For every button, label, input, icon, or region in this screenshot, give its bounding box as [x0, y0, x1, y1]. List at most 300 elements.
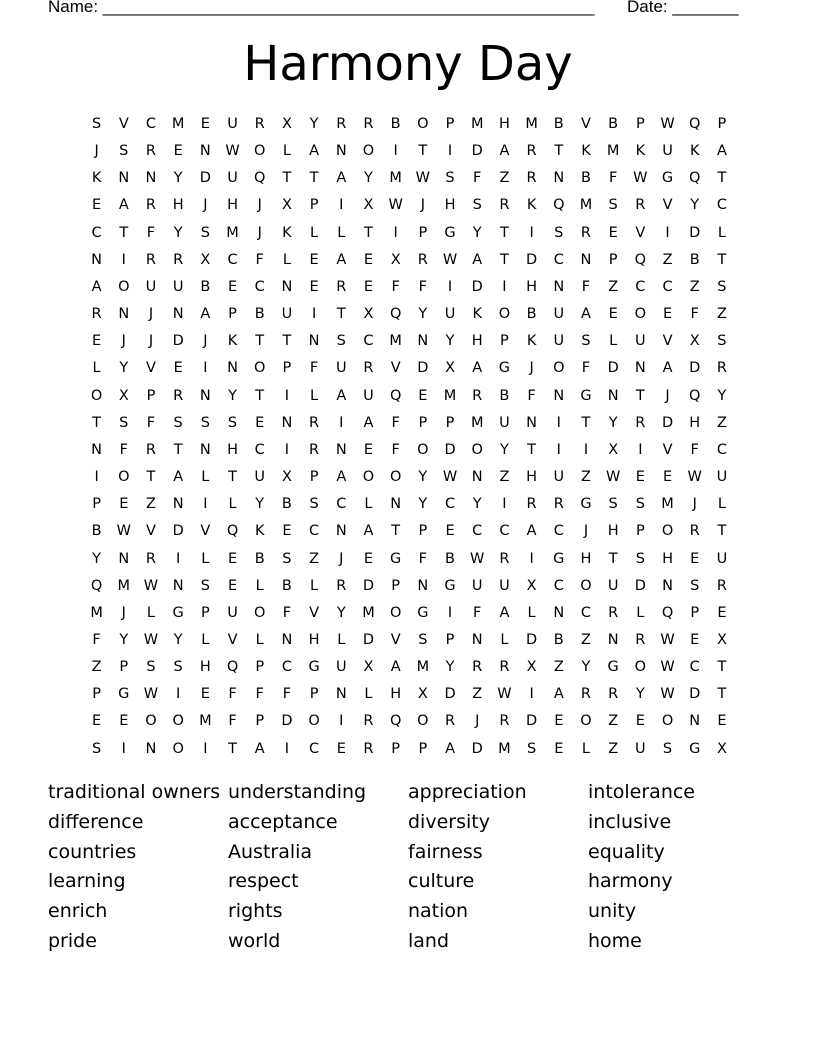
grid-letter: R [91, 306, 102, 323]
grid-letter: W [442, 469, 458, 486]
grid-letter: I [556, 414, 561, 431]
grid-letter: S [717, 333, 727, 350]
grid-letter: V [635, 224, 646, 241]
grid-letter: N [281, 414, 293, 431]
grid-letter: H [689, 414, 701, 431]
grid-letter: D [444, 686, 456, 703]
grid-letter: Y [336, 604, 346, 621]
grid-letter: B [553, 116, 564, 132]
grid-letter: R [417, 251, 428, 268]
grid-letter: C [716, 441, 727, 458]
grid-letter: L [255, 577, 264, 594]
word-list-item: nation [408, 900, 469, 923]
word-list-item: difference [48, 810, 144, 833]
grid-letter: Y [119, 360, 129, 377]
grid-letter: O [254, 360, 266, 377]
grid-letter: E [717, 604, 727, 621]
grid-letter: I [447, 143, 453, 160]
grid-letter: B [553, 631, 564, 648]
grid-letter: N [607, 631, 619, 648]
grid-letter: F [228, 713, 237, 730]
grid-letter: A [553, 686, 564, 703]
grid-letter: H [471, 333, 483, 350]
grid-letter: Z [146, 496, 156, 513]
grid-letter: S [336, 333, 346, 350]
grid-letter: K [254, 523, 265, 540]
grid-letter: Y [472, 224, 482, 241]
grid-letter: T [255, 333, 265, 350]
grid-letter: U [553, 333, 565, 350]
grid-letter: N [335, 441, 347, 458]
grid-letter: U [172, 278, 184, 295]
grid-letter: T [255, 387, 265, 404]
grid-letter: S [526, 740, 537, 757]
grid-letter: B [689, 251, 700, 268]
grid-letter: O [634, 306, 647, 323]
grid-letter: F [581, 360, 591, 377]
grid-letter: G [580, 496, 592, 513]
grid-letter: P [608, 251, 618, 268]
grid-letter: F [527, 387, 536, 404]
grid-letter: N [553, 604, 565, 621]
grid-letter: Q [90, 577, 103, 594]
grid-letter: C [281, 659, 292, 676]
grid-letter: D [471, 740, 483, 757]
grid-letter: A [309, 143, 320, 160]
grid-letter: E [363, 251, 374, 268]
grid-letter: M [579, 197, 593, 214]
grid-letter: E [554, 713, 564, 730]
grid-letter: S [146, 659, 156, 676]
grid-letter: J [339, 550, 344, 567]
grid-letter: W [660, 659, 675, 676]
grid-letter: J [148, 333, 154, 350]
grid-letter: X [445, 360, 455, 377]
grid-letter: I [393, 224, 398, 241]
grid-letter: L [201, 631, 210, 648]
grid-letter: E [690, 550, 700, 567]
grid-letter: T [391, 523, 401, 540]
grid-letter: O [118, 278, 130, 295]
grid-letter: W [116, 523, 131, 540]
grid-letter: C [309, 523, 320, 540]
grid-letter: E [173, 360, 183, 377]
grid-letter: X [200, 251, 211, 268]
grid-letter: C [716, 197, 727, 214]
grid-letter: E [173, 143, 183, 160]
grid-letter: R [635, 414, 646, 431]
grid-letter: T [418, 143, 428, 160]
grid-letter: P [445, 116, 455, 132]
grid-letter: N [199, 441, 211, 458]
grid-letter: M [470, 414, 484, 431]
grid-letter: F [391, 414, 400, 431]
grid-letter: G [390, 550, 402, 567]
grid-letter: L [282, 143, 291, 160]
grid-letter: F [473, 604, 482, 621]
grid-letter: V [581, 116, 591, 132]
grid-letter: P [228, 306, 237, 323]
grid-letter: R [173, 251, 184, 268]
word-list-item: pride [48, 929, 97, 952]
grid-letter: R [363, 713, 374, 730]
grid-letter: Y [364, 170, 373, 187]
grid-letter: P [146, 387, 156, 404]
grid-letter: N [308, 333, 320, 350]
grid-letter: S [581, 333, 591, 350]
grid-letter: M [199, 713, 212, 730]
grid-letter: F [690, 441, 699, 458]
grid-letter: U [471, 577, 483, 594]
grid-letter: T [282, 333, 292, 350]
grid-letter: T [228, 469, 237, 486]
grid-letter: N [118, 550, 130, 567]
grid-letter: I [529, 224, 534, 241]
grid-letter: S [309, 496, 319, 513]
grid-letter: A [363, 523, 374, 540]
grid-letter: F [309, 360, 319, 377]
grid-letter: R [499, 197, 510, 214]
grid-letter: M [416, 659, 430, 676]
grid-letter: T [173, 441, 183, 458]
grid-letter: T [635, 387, 645, 404]
grid-letter: C [689, 659, 700, 676]
grid-letter: Y [472, 496, 482, 513]
grid-letter: Z [581, 631, 591, 648]
grid-letter: A [581, 306, 591, 323]
grid-letter: T [717, 686, 727, 703]
grid-letter: Q [226, 523, 239, 540]
grid-letter: F [418, 278, 428, 295]
grid-letter: C [336, 496, 347, 513]
grid-letter: K [635, 143, 646, 160]
grid-letter: L [500, 631, 509, 648]
grid-letter: Q [389, 306, 402, 323]
word-list-item: enrich [48, 900, 108, 923]
grid-letter: O [362, 143, 375, 160]
grid-letter: I [311, 306, 317, 323]
page-title: Harmony Day [243, 36, 573, 92]
grid-letter: R [145, 143, 156, 160]
grid-letter: J [257, 224, 262, 241]
grid-letter: A [336, 251, 347, 268]
grid-letter: S [635, 550, 645, 567]
date-field[interactable]: Date: _______ [627, 0, 739, 16]
grid-letter: R [580, 224, 591, 241]
grid-letter: E [690, 631, 700, 648]
grid-letter: E [309, 251, 319, 268]
grid-letter: I [176, 550, 181, 567]
grid-letter: U [227, 170, 238, 187]
grid-letter: C [662, 278, 673, 295]
grid-letter: A [499, 604, 510, 621]
grid-letter: U [254, 469, 266, 486]
grid-letter: N [335, 686, 347, 703]
grid-letter: L [337, 631, 346, 648]
grid-letter: R [472, 659, 483, 676]
grid-letter: R [716, 360, 727, 377]
grid-letter: F [608, 170, 618, 187]
grid-letter: N [172, 496, 184, 513]
grid-letter: B [254, 550, 265, 567]
grid-letter: G [444, 577, 456, 594]
grid-letter: I [638, 441, 643, 458]
grid-letter: J [121, 604, 126, 621]
grid-letter: S [472, 197, 482, 214]
grid-letter: W [388, 197, 403, 214]
grid-letter: Z [309, 550, 320, 567]
grid-letter: A [336, 387, 347, 404]
grid-letter: K [282, 224, 292, 241]
grid-letter: A [445, 740, 455, 757]
grid-letter: Q [689, 116, 701, 132]
grid-letter: F [255, 251, 264, 268]
grid-letter: W [633, 170, 648, 187]
grid-letter: V [146, 360, 156, 377]
grid-letter: U [553, 306, 565, 323]
grid-letter: R [526, 496, 537, 513]
grid-letter: R [444, 713, 456, 730]
grid-letter: P [255, 659, 265, 676]
grid-letter: F [146, 224, 156, 241]
grid-letter: Z [499, 170, 510, 187]
grid-letter: Q [389, 387, 402, 404]
grid-letter: D [634, 577, 646, 594]
grid-letter: T [309, 170, 319, 187]
word-list-item: learning [48, 870, 126, 893]
grid-letter: Y [173, 170, 183, 187]
grid-letter: G [498, 360, 511, 377]
grid-letter: Z [716, 414, 727, 431]
grid-letter: S [608, 197, 618, 214]
word-list-item: world [228, 929, 281, 952]
grid-letter: W [687, 469, 702, 486]
grid-letter: R [608, 686, 619, 703]
grid-letter: P [92, 686, 101, 703]
grid-letter: I [556, 441, 561, 458]
grid-letter: T [554, 143, 564, 160]
grid-letter: J [121, 333, 126, 350]
grid-letter: T [282, 170, 292, 187]
grid-letter: Z [553, 659, 564, 676]
grid-letter: T [228, 740, 237, 757]
grid-letter: P [418, 740, 428, 757]
grid-letter: H [227, 441, 238, 458]
grid-letter: D [471, 143, 483, 160]
grid-letter: P [309, 197, 319, 214]
grid-letter: H [199, 659, 211, 676]
grid-letter: S [91, 740, 102, 757]
grid-letter: V [390, 360, 401, 377]
grid-letter: E [662, 469, 673, 486]
grid-letter: R [472, 387, 483, 404]
grid-letter: F [473, 170, 482, 187]
grid-letter: E [445, 523, 455, 540]
word-list-item: fairness [408, 840, 483, 863]
grid-letter: S [717, 278, 727, 295]
grid-letter: D [526, 631, 538, 648]
grid-letter: N [172, 577, 184, 594]
grid-letter: C [227, 251, 238, 268]
word-list-item: culture [408, 870, 475, 893]
grid-letter: H [390, 686, 402, 703]
grid-letter: N [553, 278, 565, 295]
grid-letter: Y [445, 333, 455, 350]
grid-letter: Z [716, 306, 727, 323]
grid-letter: D [689, 686, 701, 703]
grid-letter: X [281, 116, 292, 132]
grid-letter: N [281, 631, 293, 648]
grid-letter: I [121, 251, 126, 268]
word-list-item: inclusive [588, 810, 672, 833]
grid-letter: R [336, 116, 347, 132]
grid-letter: N [662, 577, 673, 594]
grid-letter: X [608, 441, 619, 458]
grid-letter: R [363, 360, 374, 377]
grid-letter: H [308, 631, 320, 648]
grid-letter: U [335, 360, 347, 377]
grid-letter: R [526, 143, 537, 160]
grid-letter: K [526, 197, 537, 214]
grid-letter: I [339, 713, 344, 730]
grid-letter: H [662, 550, 673, 567]
grid-letter: R [635, 197, 646, 214]
grid-letter: P [445, 414, 455, 431]
grid-letter: Y [445, 659, 455, 676]
grid-letter: C [553, 523, 564, 540]
grid-letter: I [502, 496, 507, 513]
grid-letter: P [309, 469, 319, 486]
grid-letter: M [498, 740, 511, 757]
grid-letter: C [553, 577, 564, 594]
grid-letter: S [227, 414, 238, 431]
grid-letter: M [90, 604, 103, 621]
grid-letter: Z [608, 713, 619, 730]
name-field[interactable]: Name: ____________________________________________________ [48, 0, 595, 16]
grid-letter: U [716, 469, 728, 486]
grid-letter: R [145, 441, 156, 458]
grid-letter: O [389, 469, 402, 486]
grid-letter: N [417, 333, 429, 350]
grid-letter: S [200, 414, 210, 431]
grid-letter: G [308, 659, 320, 676]
grid-letter: B [91, 523, 102, 540]
grid-letter: J [583, 523, 589, 540]
grid-letter: J [665, 387, 670, 404]
grid-letter: W [143, 577, 159, 594]
grid-letter: E [92, 333, 102, 350]
grid-letter: R [499, 713, 510, 730]
grid-letter: J [94, 143, 99, 160]
grid-letter: X [526, 659, 537, 676]
grid-letter: J [257, 197, 262, 214]
grid-letter: O [471, 441, 483, 458]
grid-letter: X [390, 251, 401, 268]
grid-letter: G [444, 224, 456, 241]
grid-letter: I [583, 441, 589, 458]
grid-letter: B [445, 550, 455, 567]
grid-letter: E [309, 278, 319, 295]
grid-letter: Z [472, 686, 483, 703]
grid-letter: L [255, 631, 264, 648]
grid-letter: D [526, 713, 538, 730]
grid-letter: I [529, 686, 534, 703]
grid-letter: C [580, 604, 592, 621]
grid-letter: O [580, 713, 592, 730]
grid-letter: A [499, 143, 510, 160]
grid-letter: I [393, 143, 398, 160]
grid-letter: A [118, 197, 129, 214]
grid-letter: D [172, 523, 184, 540]
grid-letter: I [284, 387, 290, 404]
grid-letter: Q [661, 604, 674, 621]
grid-letter: E [227, 550, 238, 567]
grid-letter: I [284, 441, 290, 458]
grid-letter: N [689, 713, 701, 730]
grid-letter: P [418, 224, 428, 241]
grid-letter: D [607, 360, 619, 377]
grid-letter: Z [689, 278, 700, 295]
grid-letter: N [227, 360, 238, 377]
grid-letter: D [362, 631, 375, 648]
grid-letter: T [717, 170, 727, 187]
grid-letter: Q [389, 713, 402, 730]
grid-letter: C [91, 224, 102, 241]
grid-letter: Q [226, 659, 239, 676]
grid-letter: R [145, 550, 156, 567]
grid-letter: R [363, 740, 374, 757]
grid-letter: Y [690, 197, 700, 214]
grid-letter: L [201, 550, 210, 567]
grid-letter: L [228, 496, 237, 513]
grid-letter: R [309, 414, 320, 431]
grid-letter: U [335, 659, 347, 676]
grid-letter: P [391, 740, 401, 757]
grid-letter: G [689, 740, 701, 757]
grid-letter: B [499, 387, 510, 404]
grid-letter: Z [608, 278, 619, 295]
grid-letter: I [447, 604, 453, 621]
grid-letter: W [470, 550, 485, 567]
grid-letter: R [553, 496, 564, 513]
grid-letter: C [499, 523, 510, 540]
grid-letter: N [91, 251, 103, 268]
word-list-item: diversity [408, 810, 490, 833]
grid-letter: A [472, 360, 483, 377]
grid-letter: L [201, 469, 210, 486]
grid-letter: R [145, 251, 156, 268]
grid-letter: A [472, 251, 483, 268]
grid-letter: F [391, 278, 400, 295]
grid-letter: A [526, 523, 537, 540]
word-list-item: acceptance [228, 810, 338, 833]
grid-letter: R [254, 116, 265, 132]
grid-letter: R [336, 278, 347, 295]
grid-letter: O [417, 116, 429, 132]
grid-letter: V [118, 116, 129, 132]
grid-letter: O [661, 523, 674, 540]
grid-letter: I [203, 496, 208, 513]
grid-letter: R [363, 116, 374, 132]
grid-letter: R [309, 441, 320, 458]
grid-letter: E [662, 306, 673, 323]
grid-letter: F [146, 414, 156, 431]
grid-letter: L [717, 224, 726, 241]
word-list-item: understanding [228, 781, 367, 803]
grid-letter: P [635, 523, 645, 540]
grid-letter: X [526, 577, 537, 594]
grid-letter: M [362, 604, 375, 621]
